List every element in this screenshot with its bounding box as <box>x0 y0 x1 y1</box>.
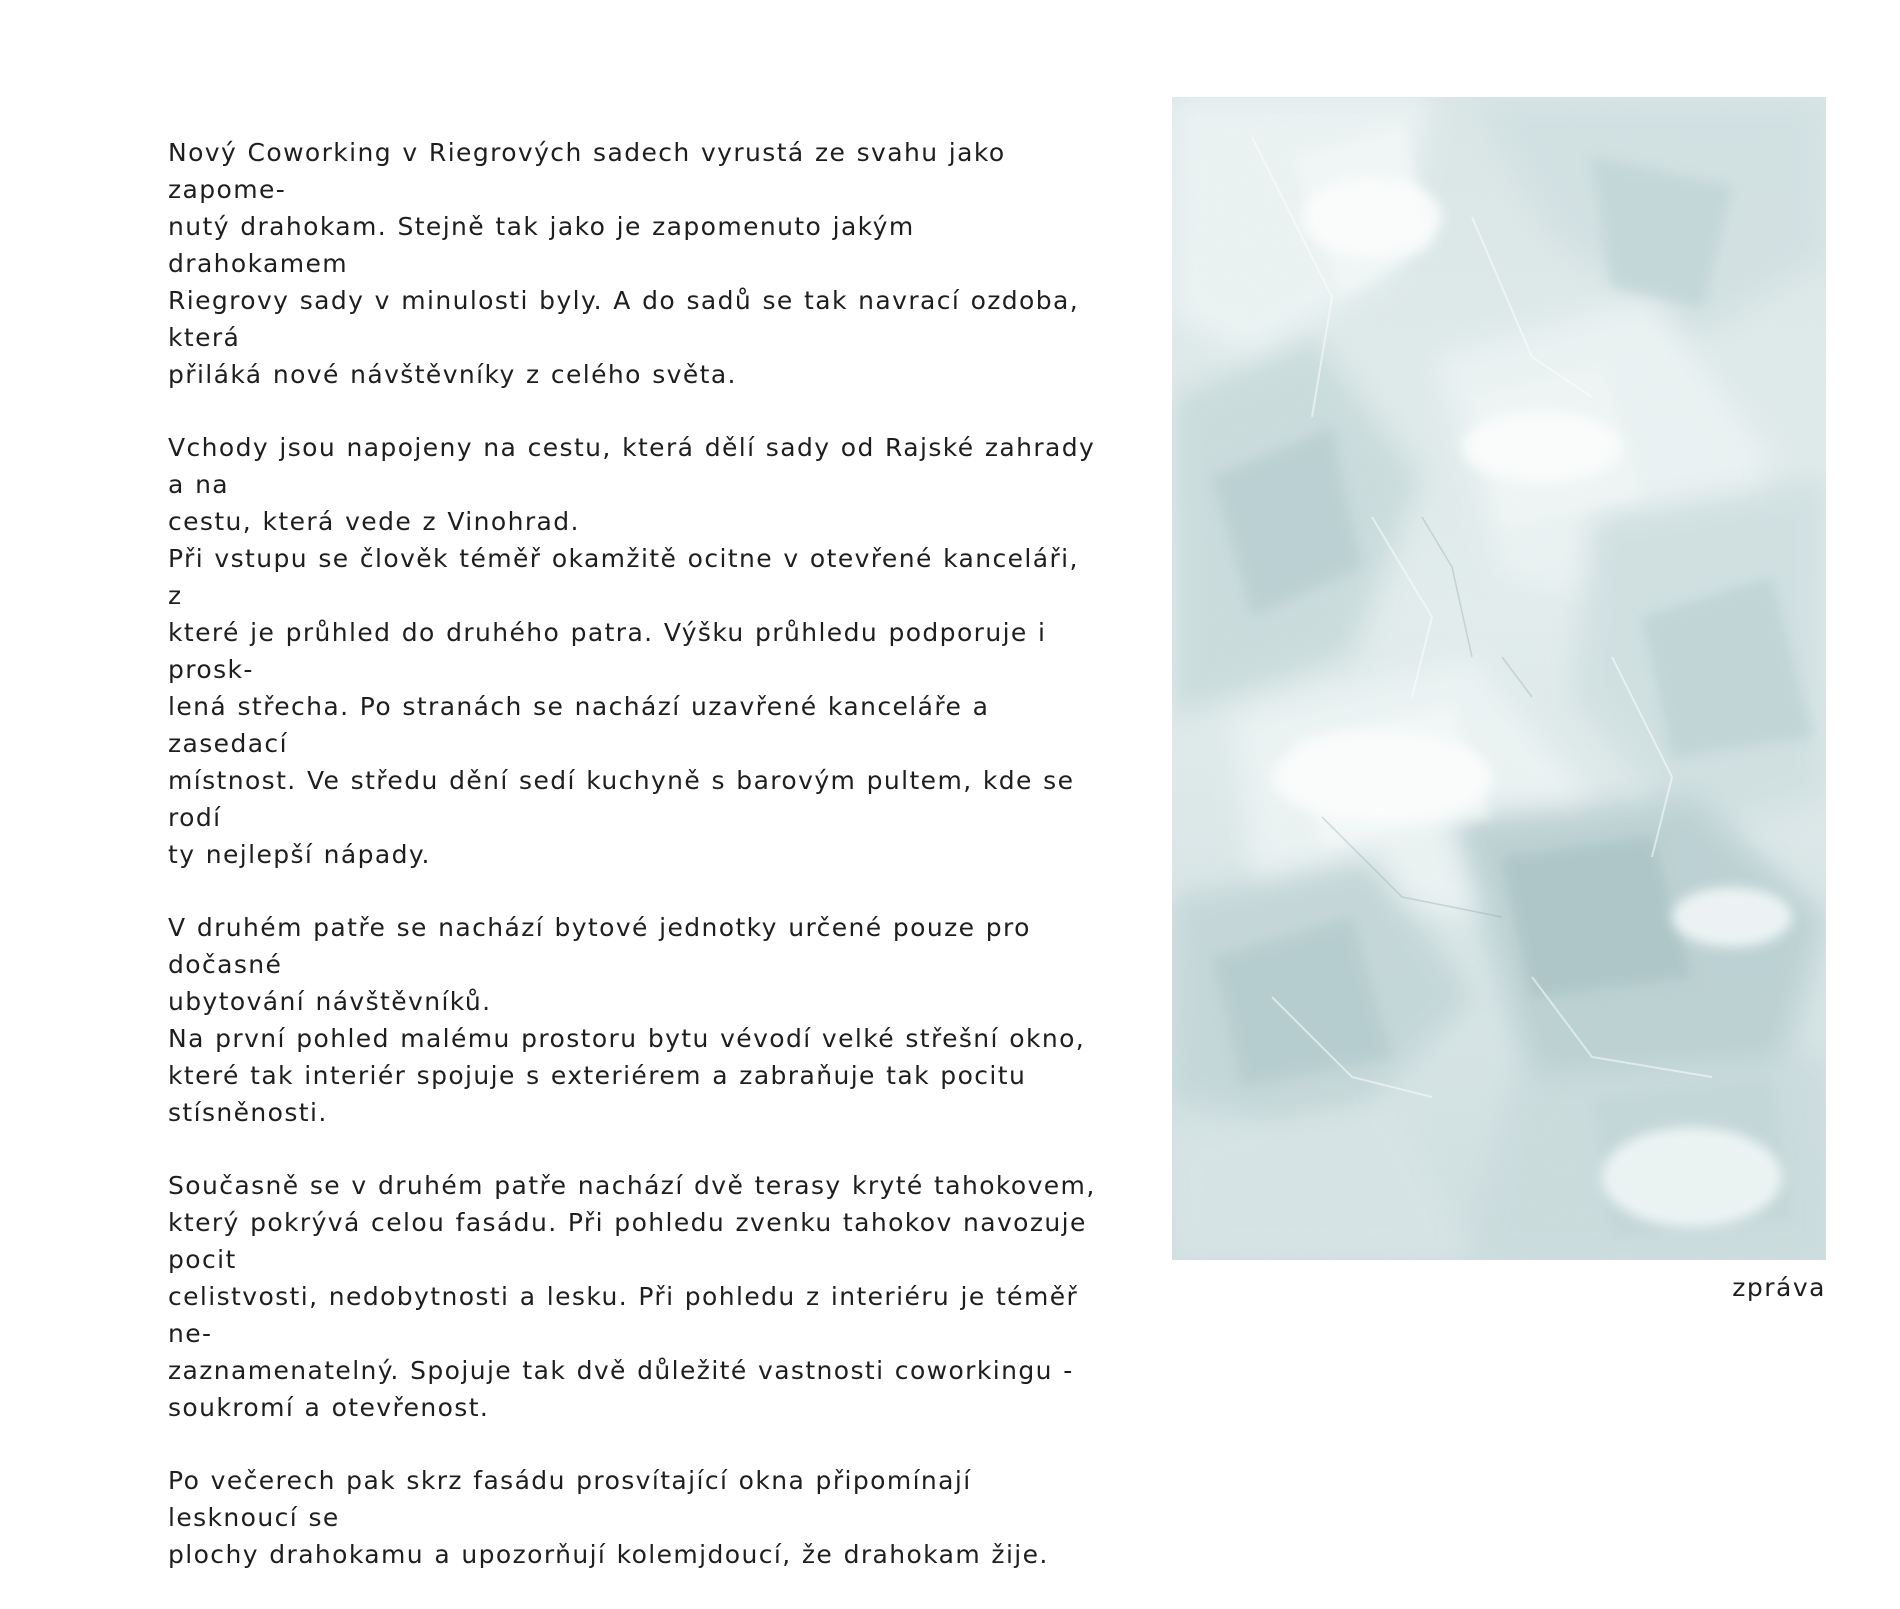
paragraph-intro: Nový Coworking v Riegrových sadech vyrustá ze svahu jako zapome- nutý drahokam. Stejně tak jako je zapomenuto jakým drahokamem Riegrovy sady v minulosti byly. A do sadů se tak navrací ozdoba, která přiláká nové návštěvníky z celého světa. <box>168 138 1080 389</box>
crystal-image <box>1172 97 1826 1260</box>
body-text <box>168 134 1098 1609</box>
caption-label: zpráva <box>1732 1273 1826 1302</box>
paragraph-terraces: Současně se v druhém patře nachází dvě terasy kryté tahokovem, který pokrývá celou fasádu. Při pohledu zvenku tahokov navozuje pocit celistvosti, nedobytnosti a lesku. Při pohledu z interiéru je téměř ne- zaznamenatelný. Spojuje tak dvě důležité vastnosti coworkingu - soukromí a otevřenost. <box>168 1171 1096 1422</box>
crystal-texture-illustration <box>1172 97 1826 1260</box>
paragraph-evenings: Po večerech pak skrz fasádu prosvítající okna připomínají lesknoucí se plochy drahokamu a upozorňují kolemjdoucí, že drahokam žije. <box>168 1466 1049 1569</box>
paragraph-entrances: Vchody jsou napojeny na cestu, která dělí sady od Rajské zahrady a na cestu, která vede z Vinohrad. Při vstupu se člověk téměř okamžitě ocitne v otevřené kanceláři, z které je průhled do druhého patra. Výšku průhledu podporuje i prosk- lená střecha. Po stranách se nachází uzavřené kanceláře a zasedací místnost. Ve středu dění sedí kuchyně s barovým pultem, kde se rodí ty nejlepší nápady. <box>168 433 1096 869</box>
paragraph-second-floor: V druhém patře se nachází bytové jednotky určené pouze pro dočasné ubytování návštěvníků. Na první pohled malému prostoru bytu vévodí velké střešní okno, které tak interiér spojuje s exteriérem a zabraňuje tak pocitu stísněnosti. <box>168 913 1086 1127</box>
